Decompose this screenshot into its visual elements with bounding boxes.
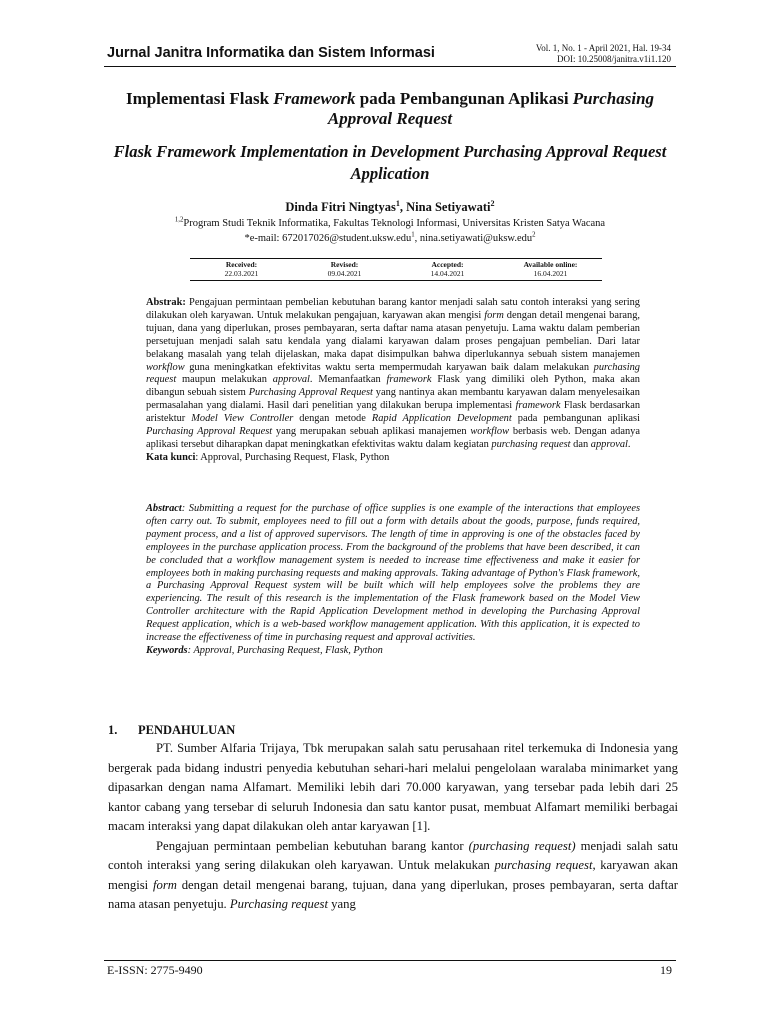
received-date: 22.03.2021 <box>224 269 259 278</box>
title-id-part: pada Pembangunan Aplikasi <box>355 89 573 108</box>
section-number: 1. <box>108 723 118 737</box>
abstrak-italic: Purchasing Approval Request <box>248 387 373 399</box>
abstrak-italic: framework <box>515 400 561 412</box>
dates-labels-row <box>190 260 602 269</box>
body-italic: (purchasing request) <box>468 838 576 853</box>
author-1-sup: 1 <box>395 198 400 208</box>
abstrak-span: dengan detail mengenai barang, tujuan, dana yang diperlukan, proses pembayaran, serta daftar nama atasan penyetuju. Lama waktu dalam pemberian persetujuan menjadi salah satu kendala yang dialami karyawan dalam proses pengajuan pembelian. Dari latar belakang masalah yang telah dijelaskan, maka dapat disimpulkan bahwa diperlukannya sebuah sistem manajemen <box>146 309 641 360</box>
accepted-label: Accepted: <box>431 260 464 269</box>
body-span: dengan detail mengenai barang, tujuan, dana yang diperlukan, proses pembayaran, serta daftar nama atasan penyetuju. <box>108 877 678 911</box>
abstrak-span: Flask yang dimiliki oleh Python, maka akan dibangun sebuah sistem <box>146 374 641 399</box>
abstrak-italic: workflow <box>470 426 510 438</box>
abstract-en-block <box>146 503 640 658</box>
affiliation <box>104 216 676 246</box>
keywords-text: : Approval, Purchasing Request, Flask, Python <box>187 644 383 656</box>
abstrak-span: yang merupakan sebuah aplikasi manajemen <box>272 426 471 438</box>
body-span: karyawan akan mengisi <box>108 858 678 892</box>
title-id-italic: Framework <box>273 89 356 108</box>
affiliation-line <box>104 216 676 231</box>
abstract-en-label: Abstract <box>146 503 182 514</box>
author-1: Dinda Fitri Ningtyas <box>285 200 396 214</box>
abstract-en-body: : Submitting a request for the purchase of office supplies is one example of the interactions that employees often carry out. To submit, employees need to fill out a form with details about the goods, purpose, funds required, payment process, and a list of approved supervisors. The length of time in approving is one of the obstacles faced by employees in the purchase application process. From the background of the problems that have been described, it can be concluded that a workflow management system is needed to increase time effectiveness and make it easier for employees both in making purchasing requests and making approvals. Taking advantage of Python's Flask framework, a Purchasing Approval Request system will be built which will help employees solve the problems they are experiencing. The result of this research is the implementation of the Flask framework based on the Model View Controller architecture with the Rapid Application Development method in developing the Purchasing Approval Request application, which is a web-based workflow management application. With this application, it is expected to increase the effectiveness of time in purchasing request and approval activities. <box>146 503 640 644</box>
abstrak-span: yang nantinya akan membantu karyawan dalam menyelesaikan permasalahan yang dialami. Hasil dari penelitian yang dilakukan berupa implementasi <box>146 387 640 412</box>
abstrak-span: Pengajuan permintaan pembelian kebutuhan barang kantor menjadi salah satu contoh interaksi yang sering dilakukan oleh karyawan. Untuk melakukan pengajuan, karyawan akan mengisi <box>146 297 640 321</box>
dates-bottom-rule <box>190 280 602 281</box>
body-italic: Purchasing request <box>229 897 328 911</box>
body-text <box>108 739 678 915</box>
revised-label: Revised: <box>330 260 359 269</box>
email-sup-2: 2 <box>532 231 536 239</box>
author-2: Nina Setiyawati <box>406 200 491 214</box>
affiliation-sup: 1,2 <box>174 216 184 224</box>
abstrak-italic: purchasing request <box>146 361 640 386</box>
body-paragraph-2 <box>108 837 678 915</box>
dates-values-row <box>190 269 602 278</box>
author-sep: , <box>399 200 407 214</box>
footer-rule <box>104 960 676 961</box>
dates-table <box>190 260 602 278</box>
abstrak-span: . Memanfaatkan <box>309 374 387 386</box>
title-english: Flask Framework Implementation in Development Purchasing Approval Request Application <box>113 142 667 183</box>
revised-date: 09.04.2021 <box>327 269 362 278</box>
volume-info <box>536 43 671 65</box>
section-heading <box>108 723 235 738</box>
body-italic: purchasing request, <box>494 858 596 872</box>
section-title: PENDAHULUAN <box>138 723 236 737</box>
email-sup-1: 1 <box>411 231 415 239</box>
email-line <box>104 231 676 246</box>
abstrak-block <box>146 297 640 465</box>
abstrak-span: maupun melakukan <box>176 374 273 386</box>
email-2: , nina.setiyawati@uksw.edu <box>414 233 533 244</box>
online-label: Available online: <box>523 260 578 269</box>
abstrak-span: . <box>627 438 631 450</box>
abstract-en-text <box>146 503 640 645</box>
abstrak-label: Abstrak: <box>146 297 186 308</box>
title-indonesian <box>104 89 676 129</box>
abstrak-span: berbasis web. Dengan adanya aplikasi tersebut diharapkan dapat meningkatkan efektivitas waktu dalam kegiatan <box>146 426 640 450</box>
body-span: menjadi salah satu contoh interaksi yang sering dilakukan oleh karyawan. Untuk melakukan <box>108 838 679 872</box>
abstrak-span: dengan metode <box>293 413 372 425</box>
email-1: *e-mail: 672017026@student.uksw.edu <box>244 233 412 244</box>
body-span: yang <box>328 897 356 911</box>
volume-line: Vol. 1, No. 1 - April 2021, Hal. 19-34 <box>535 43 671 53</box>
body-paragraph-1: PT. Sumber Alfaria Trijaya, Tbk merupakan salah satu perusahaan ritel terkemuka di Indonesia yang bergerak pada bidang industri penyedia kebutuhan sehari-hari melalui pengelolaan waralaba minimarket yang dipasarkan dengan nama Alfamart. Memiliki lebih dari 70.000 karyawan, yang tersebar pada lebih dari 25 kantor cabang yang tersebar di seluruh Indonesia dan satu kantor pusat, membuat Alfamart memiliki berbagai macam interaksi yang dapat dilakukan oleh antar karyawan [1]. <box>108 741 678 833</box>
abstrak-italic: Rapid Application Development <box>371 413 512 425</box>
abstrak-italic: Model View Controller <box>191 413 294 425</box>
authors <box>104 200 676 215</box>
header-rule <box>104 66 676 67</box>
online-date: 16.04.2021 <box>533 269 568 278</box>
kata-kunci-label: Kata kunci <box>146 451 196 463</box>
accepted-date: 14.04.2021 <box>430 269 465 278</box>
doi-line: DOI: 10.25008/janitra.v1i1.120 <box>557 54 671 64</box>
body-italic: form <box>152 877 177 892</box>
title-id-part: Implementasi Flask <box>125 89 274 108</box>
abstrak-italic: form <box>484 309 504 321</box>
affiliation-text: Program Studi Teknik Informatika, Fakultas Teknologi Informasi, Universitas Kristen Satya Wacana <box>183 218 606 229</box>
page-number: 19 <box>660 963 672 977</box>
title-id-italic: Purchasing Approval Request <box>327 89 655 128</box>
kata-kunci <box>146 452 640 465</box>
kata-kunci-text: : Approval, Purchasing Request, Flask, Python <box>195 451 390 463</box>
abstrak-italic: Purchasing Approval Request <box>146 426 273 438</box>
keywords <box>146 645 640 658</box>
abstrak-italic: framework <box>386 374 432 386</box>
abstrak-span: dan <box>570 438 591 450</box>
abstrak-italic: purchasing request <box>491 438 571 450</box>
footer-issn: E-ISSN: 2775-9490 <box>107 963 203 977</box>
abstrak-span: Flask berdasarkan aristektur <box>146 400 641 425</box>
body-span: Pengajuan permintaan pembelian kebutuhan barang kantor <box>156 838 469 853</box>
abstrak-span: pada pembangunan aplikasi <box>511 413 640 425</box>
abstrak-italic: approval <box>590 438 628 450</box>
received-label: Received: <box>225 260 258 269</box>
abstrak-italic: workflow <box>146 361 185 373</box>
abstrak-span: guna meningkatkan efektivitas waktu serta mempermudah karyawan baik dalam melakukan <box>184 361 594 373</box>
author-2-sup: 2 <box>490 198 495 208</box>
dates-top-rule <box>190 258 602 259</box>
journal-name: Jurnal Janitra Informatika dan Sistem Informasi <box>107 45 435 61</box>
keywords-label: Keywords <box>146 644 188 656</box>
abstrak-italic: approval <box>272 374 310 386</box>
abstrak-text <box>146 297 640 452</box>
